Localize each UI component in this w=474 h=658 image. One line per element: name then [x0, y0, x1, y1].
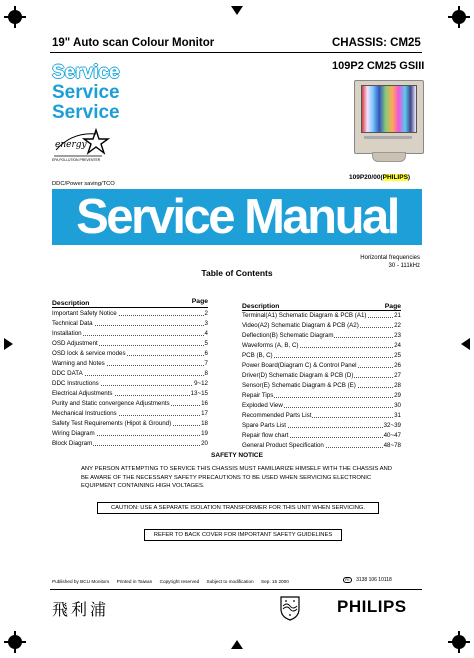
toc-entry-page: 26 [394, 362, 401, 369]
registration-mark-bottom [231, 640, 243, 649]
toc-entry-title: Spare Parts List [242, 422, 287, 429]
toc-title: Table of Contents [201, 268, 273, 278]
toc-entry-page: 16 [201, 400, 208, 407]
toc-entry-title: Exploded View [242, 402, 283, 409]
toc-entry [52, 439, 208, 449]
refer-box: REFER TO BACK COVER FOR IMPORTANT SAFETY GUIDELINES [144, 529, 342, 541]
toc-entry-title: Deflection(B) Schematic Diagram [242, 332, 334, 339]
toc-entry-page: 19 [201, 430, 208, 437]
product-code-prefix: 109P20/00( [349, 174, 383, 181]
toc-entry-title: Purity and Static convergence Adjustments [52, 400, 170, 407]
toc-entry-title: Waveforms (A, B, C) [242, 342, 299, 349]
footer-subject: Subject to modification [206, 579, 254, 584]
chinese-brand: 飛利浦 [52, 600, 110, 619]
frequency-line2: 30 - 111kHz [388, 263, 420, 269]
toc-entry-page: 25 [394, 352, 401, 359]
service-word: Service [52, 102, 120, 123]
toc-entry-page: 20 [201, 440, 208, 447]
toc-left [52, 297, 208, 449]
chassis-label: CHASSIS: CM25 [332, 37, 421, 49]
toc-entry-title: Block Diagram [52, 440, 93, 447]
frequency-line1: Horizontal frequencies [360, 255, 420, 261]
toc-right-header [242, 300, 401, 310]
toc-entry [242, 411, 401, 421]
footer-published: Published by BCU Monitors [52, 579, 110, 584]
toc-entry-page: 21 [394, 312, 401, 319]
toc-entry-page: 30 [394, 402, 401, 409]
header-rule [50, 52, 422, 53]
monitor-stand [372, 152, 406, 162]
toc-entry-title: DDC DATA [52, 370, 83, 377]
toc-entry-title: OSD lock & service modes [52, 350, 126, 357]
toc-entry [52, 349, 208, 359]
toc-entry-page: 27 [394, 372, 401, 379]
toc-entry [242, 401, 401, 411]
energy-star-logo [52, 128, 112, 168]
product-code [349, 174, 410, 181]
toc-entry-page: 3 [204, 320, 208, 327]
philips-shield-logo [279, 595, 301, 621]
toc-entry-title: Repair flow chart [242, 432, 289, 439]
toc-entry-title: Repair Tips [242, 392, 274, 399]
toc-entry-page: 28 [394, 382, 401, 389]
service-word-outline: Service [52, 62, 120, 83]
product-code-brand: PHILIPS [382, 174, 408, 181]
toc-entry [242, 391, 401, 401]
toc-entry [52, 389, 208, 399]
toc-entry [52, 379, 208, 389]
toc-entry-page: 17 [201, 410, 208, 417]
toc-col-page: Page [191, 298, 208, 305]
toc-entry-page: 2 [204, 310, 208, 317]
toc-entry-title: Installation [52, 330, 82, 337]
toc-entry [52, 409, 208, 419]
toc-entry [242, 441, 401, 451]
toc-entry [52, 359, 208, 369]
footer-copyright: Copyright reserved [159, 579, 200, 584]
toc-entry [242, 331, 401, 341]
footer-doc-number-wrap [343, 577, 392, 583]
toc-entry-page: 48~78 [383, 442, 401, 449]
energy-star-caption: EPA POLLUTION PREVENTER [52, 158, 101, 162]
product-code-suffix: ) [407, 174, 411, 181]
toc-entry-title: Driver(D) Schematic Diagram & PCB (D) [242, 372, 354, 379]
crosshair-mark-top-right [452, 10, 466, 24]
philips-wordmark: PHILIPS [337, 597, 407, 616]
footer-printed: Printed in Taiwan [116, 579, 153, 584]
toc-col-description: Description [242, 303, 280, 310]
toc-entry [242, 321, 401, 331]
toc-entry-title: PCB (B, C) [242, 352, 273, 359]
toc-right [242, 300, 401, 451]
crosshair-mark-top-left [8, 10, 22, 24]
toc-entry [242, 341, 401, 351]
toc-col-description: Description [52, 300, 90, 307]
monitor-controls [364, 136, 412, 139]
footer-date: Sep. 15 2000 [260, 579, 289, 584]
toc-entry-title: Technical Data [52, 320, 93, 327]
toc-entry-title: Terminal(A1) Schematic Diagram & PCB (A1) [242, 312, 367, 319]
toc-entry [242, 351, 401, 361]
ddc-note: DDC/Power saving/TCO [52, 181, 115, 187]
model-label: 109P2 CM25 GSIII [332, 60, 425, 72]
toc-entry [242, 381, 401, 391]
toc-entry-page: 29 [394, 392, 401, 399]
philips-shield-icon [279, 595, 301, 621]
service-word: Service [52, 82, 120, 103]
toc-entry [52, 329, 208, 339]
footer-meta [52, 579, 289, 584]
toc-entry-title: Wiring Diagram [52, 430, 95, 437]
toc-entry-title: Electrical Adjustments [52, 390, 113, 397]
toc-entry-page: 22 [394, 322, 401, 329]
toc-entry-page: 23 [394, 332, 401, 339]
toc-entry-title: Recommended Parts List [242, 412, 312, 419]
banner-title: Service Manual [76, 190, 398, 244]
toc-entry-page: 7 [204, 360, 208, 367]
toc-entry [52, 419, 208, 429]
registration-mark-top [231, 6, 243, 15]
pe-icon: PE [345, 578, 350, 582]
service-manual-banner [52, 189, 422, 245]
toc-entry [242, 361, 401, 371]
toc-entry-title: Power Board(Diagram C) & Control Panel [242, 362, 357, 369]
toc-entry [52, 399, 208, 409]
toc-entry [52, 309, 208, 319]
monitor-screen [361, 85, 417, 133]
toc-entry-page: 31 [394, 412, 401, 419]
toc-entry-page: 5 [204, 340, 208, 347]
toc-entry-page: 24 [394, 342, 401, 349]
toc-entry-page: 32~39 [383, 422, 401, 429]
toc-entry [242, 311, 401, 321]
registration-mark-left [4, 338, 13, 350]
toc-entry [242, 421, 401, 431]
toc-col-page: Page [384, 303, 401, 310]
crosshair-mark-bottom-left [8, 635, 22, 649]
crosshair-mark-bottom-right [452, 635, 466, 649]
toc-entry-page: 6 [204, 350, 208, 357]
toc-entry-page: 9~12 [194, 380, 208, 387]
toc-entry-title: Mechanical Instructions [52, 410, 117, 417]
toc-entry-title: Warning and Notes [52, 360, 105, 367]
footer-rule [50, 589, 422, 590]
toc-entry-title: General Product Specification [242, 442, 324, 449]
footer-doc-number: 3138 106 10118 [356, 577, 392, 583]
toc-entry [52, 339, 208, 349]
toc-entry-page: 8 [204, 370, 208, 377]
toc-entry-page: 13~15 [190, 390, 208, 397]
safety-body: ANY PERSON ATTEMPTING TO SERVICE THIS CHASSIS MUST FAMILIARIZE HIMSELF WITH THE CHASSIS AND BE AWARE OF THE NECESSARY SAFETY PRECAUTIONS TO BE USED WHEN SERVICING ELECTRONIC EQUIPMENT CONTAINING HIGH VOLTAGES. [81, 466, 393, 489]
toc-entry-page: 4 [204, 330, 208, 337]
safety-title: SAFETY NOTICE [211, 452, 263, 459]
toc-entry-title: Important Safety Notice [52, 310, 117, 317]
registration-mark-right [461, 338, 470, 350]
toc-entry-page: 40~47 [383, 432, 401, 439]
toc-entry [242, 431, 401, 441]
toc-entry-title: Sensor(E) Schematic Diagram & PCB (E) [242, 382, 356, 389]
monitor-title: 19" Auto scan Colour Monitor [52, 37, 215, 49]
toc-entry-title: OSD Adjustment [52, 340, 98, 347]
toc-entry [52, 369, 208, 379]
toc-left-header [52, 297, 208, 307]
toc-entry [52, 319, 208, 329]
caution-box: CAUTION: USE A SEPARATE ISOLATION TRANSFORMER FOR THIS UNIT WHEN SERVICING. [97, 502, 379, 514]
toc-entry-title: DDC Instructions [52, 380, 99, 387]
toc-entry [52, 429, 208, 439]
toc-entry-title: Safety Test Requirements (Hipot & Ground) [52, 420, 172, 427]
toc-entry [242, 371, 401, 381]
toc-entry-page: 18 [201, 420, 208, 427]
energy-star-script: energy [55, 140, 87, 150]
toc-entry-title: Video(A2) Schematic Diagram & PCB (A2) [242, 322, 359, 329]
monitor-photo [352, 78, 424, 166]
